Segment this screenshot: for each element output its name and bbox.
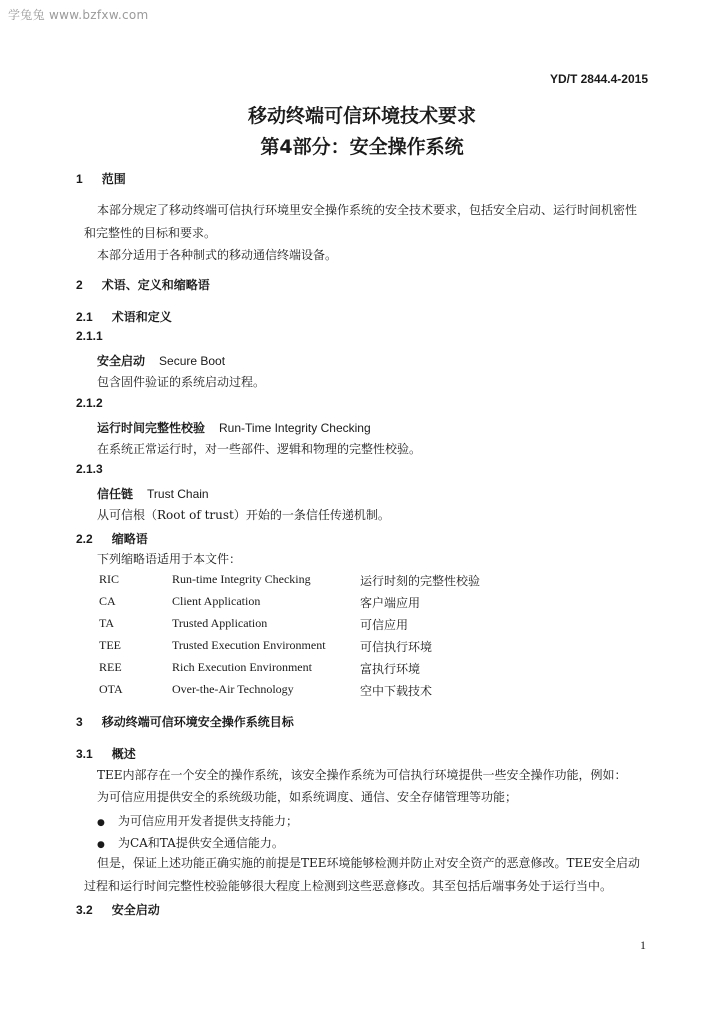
section-title: 术语、定义和缩略语 <box>101 278 210 292</box>
subsection-number: 2.1 <box>76 310 93 324</box>
abbreviation: TEE <box>99 638 121 652</box>
subsection-3-1-heading <box>76 743 136 762</box>
term-chinese: 安全启动 <box>97 354 146 368</box>
standard-code: YD/T 2844.4-2015 <box>549 72 648 86</box>
section-2-heading <box>76 274 210 293</box>
term-entry <box>97 483 209 502</box>
paragraph: TEE内部存在一个安全的操作系统，该安全操作系统为可信执行环境提供一些安全操作功能，例如： <box>97 768 627 782</box>
subsection-number: 2.2 <box>76 532 93 546</box>
section-number: 3 <box>76 715 83 729</box>
subsection-number: 3.2 <box>76 903 93 917</box>
term-number: 2.1.2 <box>76 396 103 410</box>
abbreviation-english: Rich Execution Environment <box>172 660 312 674</box>
abbreviation: TA <box>99 616 115 630</box>
term-english: Secure Boot <box>159 354 226 368</box>
abbreviation-chinese: 运行时刻的完整性校验 <box>360 574 481 588</box>
subsection-2-1-heading <box>76 306 172 325</box>
watermark: 学兔兔 www.bzfxw.com <box>8 8 149 22</box>
abbreviation-english: Trusted Execution Environment <box>172 638 326 652</box>
abbreviation-chinese: 客户端应用 <box>360 596 421 610</box>
section-title: 移动终端可信环境安全操作系统目标 <box>101 715 294 729</box>
bullet-item <box>97 832 284 851</box>
term-entry <box>97 350 225 369</box>
section-number: 1 <box>76 172 83 186</box>
document-title: 移动终端可信环境技术要求 <box>247 105 476 127</box>
paragraph: 过程和运行时间完整性校验能够很大程度上检测到这些恶意修改。其至包括后端事务处于运行当中。 <box>84 879 613 893</box>
term-english: Run-Time Integrity Checking <box>219 421 371 435</box>
paragraph: 为可信应用提供安全的系统级功能，如系统调度、通信、安全存储管理等功能； <box>97 790 518 804</box>
abbreviation-english: Over-the-Air Technology <box>172 682 294 696</box>
subsection-title: 安全启动 <box>111 903 160 917</box>
subsection-2-2-heading <box>76 528 148 547</box>
paragraph: 本部分适用于各种制式的移动通信终端设备。 <box>97 248 338 262</box>
term-definition: 在系统正常运行时，对一些部件、逻辑和物理的完整性校验。 <box>97 442 422 456</box>
section-3-heading <box>76 711 294 730</box>
paragraph: 和完整性的目标和要求。 <box>84 226 217 240</box>
term-definition: 从可信根（Root of trust）开始的一条信任传递机制。 <box>97 508 390 522</box>
subsection-title: 术语和定义 <box>111 310 172 324</box>
bullet-item <box>97 810 298 829</box>
abbreviation: RIC <box>99 572 120 586</box>
document-subtitle: 第4部分：安全操作系统 <box>260 136 464 158</box>
bullet-icon: ● <box>97 818 105 828</box>
abbreviation: OTA <box>99 682 123 696</box>
abbreviation-english: Run-time Integrity Checking <box>172 572 311 586</box>
term-chinese: 信任链 <box>97 487 134 501</box>
term-definition: 包含固件验证的系统启动过程。 <box>97 375 266 389</box>
page-number: 1 <box>640 938 646 952</box>
term-number: 2.1.3 <box>76 462 103 476</box>
abbreviation-chinese: 可信执行环境 <box>360 640 433 654</box>
subsection-title: 概述 <box>111 747 136 761</box>
abbreviation-chinese: 富执行环境 <box>360 662 421 676</box>
abbreviations-intro: 下列缩略语适用于本文件： <box>97 552 242 566</box>
subsection-number: 3.1 <box>76 747 93 761</box>
subsection-title: 缩略语 <box>111 532 148 546</box>
bullet-icon: ● <box>97 840 105 850</box>
term-number: 2.1.1 <box>76 329 103 343</box>
bullet-text: 为CA和TA提供安全通信能力。 <box>117 836 284 850</box>
subsection-3-2-heading <box>76 899 160 918</box>
term-chinese: 运行时间完整性校验 <box>97 421 206 435</box>
section-number: 2 <box>76 278 83 292</box>
abbreviation-english: Trusted Application <box>172 616 268 630</box>
abbreviation-english: Client Application <box>172 594 261 608</box>
section-title: 范围 <box>101 172 126 186</box>
paragraph: 本部分规定了移动终端可信执行环境里安全操作系统的安全技术要求，包括安全启动、运行时间机密性 <box>97 203 638 217</box>
abbreviation: CA <box>99 594 116 608</box>
abbreviation: REE <box>99 660 122 674</box>
term-english: Trust Chain <box>147 487 209 501</box>
abbreviation-chinese: 可信应用 <box>360 618 409 632</box>
bullet-text: 为可信应用开发者提供支持能力； <box>117 814 298 828</box>
abbreviation-chinese: 空中下载技术 <box>360 684 433 698</box>
term-entry <box>97 417 371 436</box>
section-1-heading <box>76 168 126 187</box>
paragraph: 但是，保证上述功能正确实施的前提是TEE环境能够检测并防止对安全资产的恶意修改。TEE安全启动 <box>97 856 641 870</box>
